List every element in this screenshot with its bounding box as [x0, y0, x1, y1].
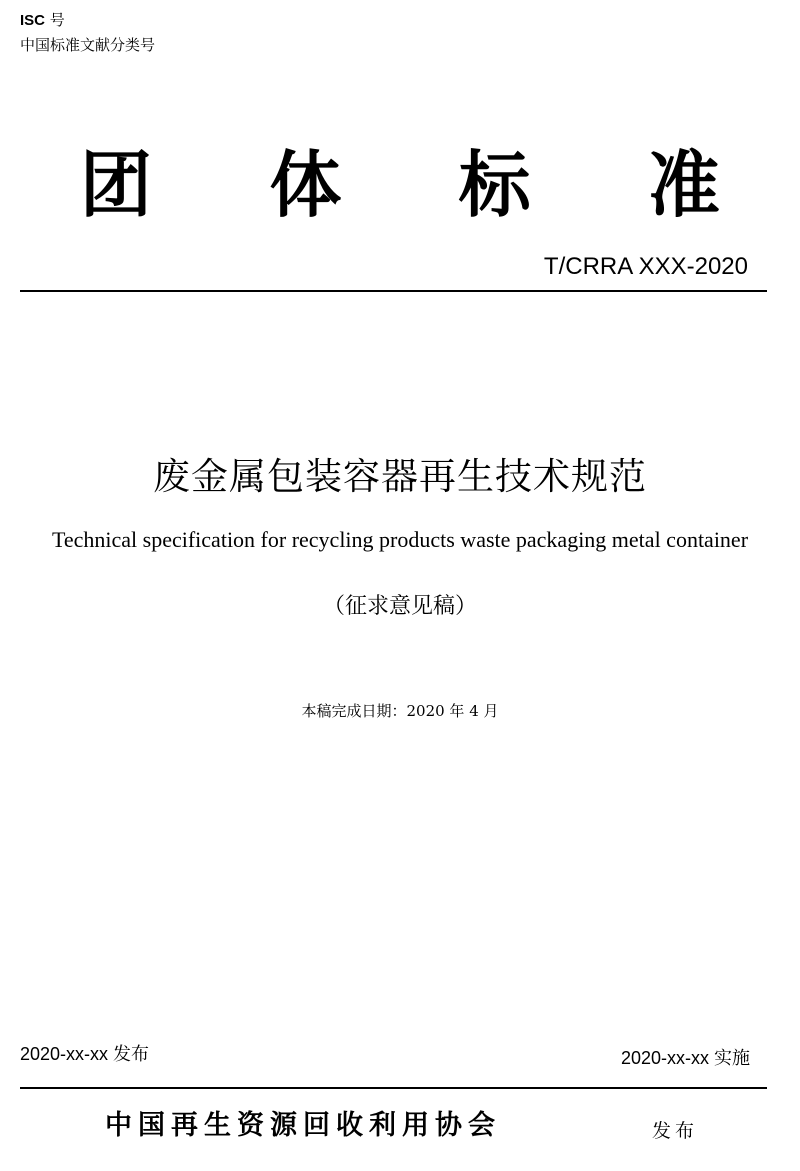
doc-type-char-4: 准	[647, 142, 720, 227]
isc-prefix: ISC	[20, 12, 46, 29]
document-type-heading	[80, 140, 720, 230]
isc-suffix: 号	[49, 11, 65, 29]
publisher-name: 中国再生资源回收利用协会	[105, 1110, 501, 1141]
doc-type-char-3: 标	[458, 142, 531, 227]
release-date: 2020-xx-xx 发布	[20, 1044, 150, 1064]
clc-number-label: 中国标准文献分类号	[20, 36, 156, 54]
bottom-divider	[20, 1087, 767, 1089]
draft-status: （征求意见稿）	[322, 594, 477, 619]
title-english: Technical specification for recycling products waste packaging metal container	[51, 527, 749, 552]
title-chinese: 废金属包装容器再生技术规范	[153, 455, 647, 498]
publisher-suffix: 发布	[652, 1120, 699, 1142]
implementation-date: 2020-xx-xx 实施	[620, 1048, 750, 1068]
top-divider	[20, 290, 767, 292]
completion-date: 本稿完成日期：2020 年 4 月	[301, 702, 499, 720]
isc-number-label	[20, 10, 65, 31]
standard-number: T/CRRA XXX-2020	[543, 253, 748, 280]
doc-type-char-2: 体	[269, 142, 342, 227]
doc-type-char-1: 团	[80, 142, 153, 227]
